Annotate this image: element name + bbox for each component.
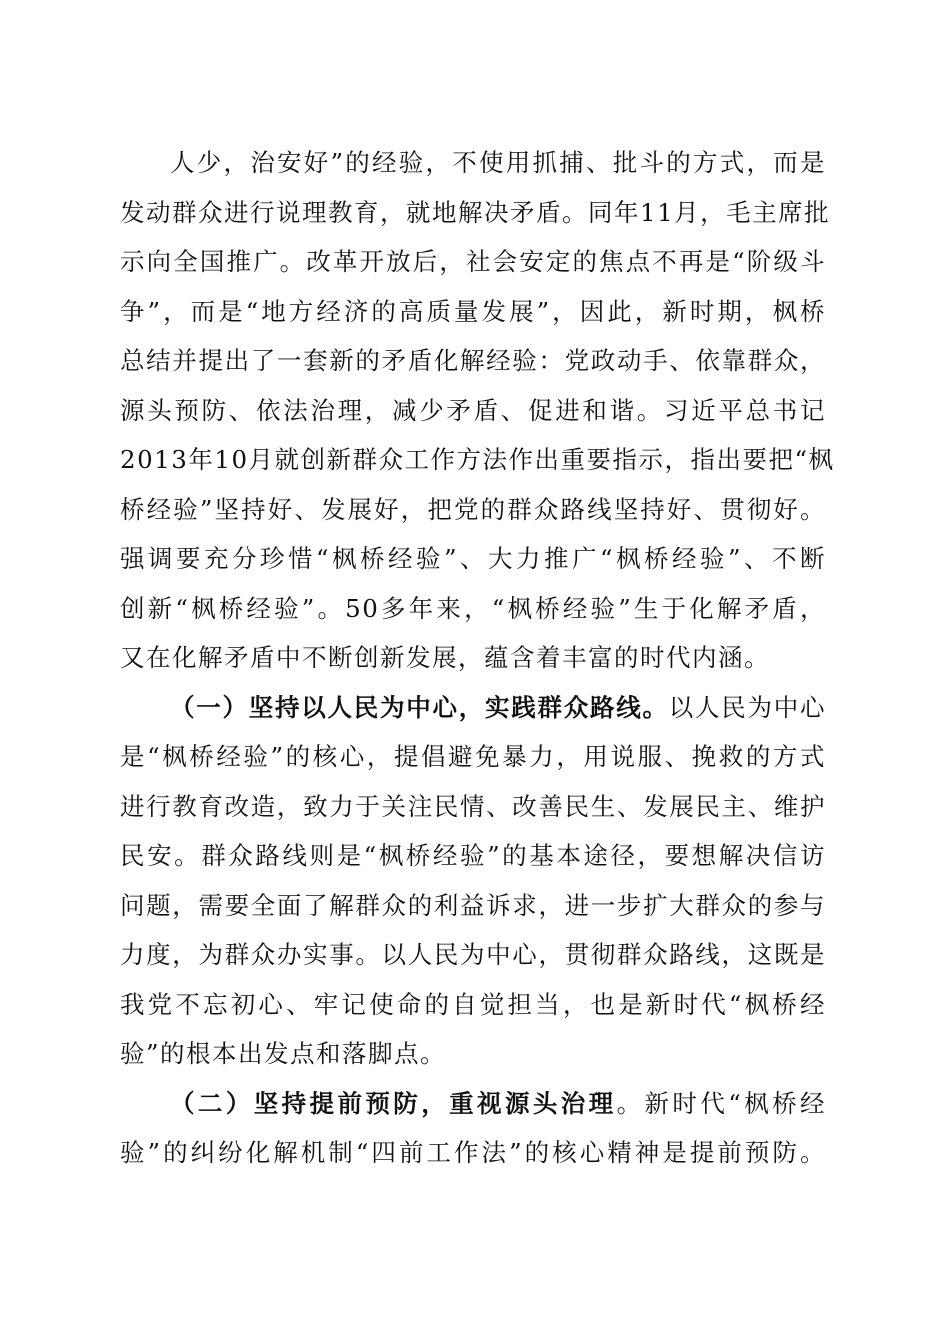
text-line: 人少，治安好”的经验，不使用抓捕、批斗的方式，而是 (170, 148, 826, 177)
text-line: 桥经验”坚持好、发展好，把党的群众路线坚持好、贯彻好。 (120, 494, 826, 524)
text-line: 验”的纠纷化解机制“四前工作法”的核心精神是提前预防。 (120, 1138, 826, 1167)
text-line: 力度，为群众办实事。以人民为中心，贯彻群众路线，这既是 (120, 940, 826, 969)
text-line: 我党不忘初心、牢记使命的自觉担当，也是新时代“枫桥经 (120, 989, 826, 1019)
text-line: 源头预防、依法治理，减少矛盾、促进和谐。习近平总书记 (120, 395, 826, 425)
text-line: 争”，而是“地方经济的高质量发展”，因此，新时期，枫桥 (120, 296, 826, 326)
text-line: 是“枫桥经验”的核心，提倡避免暴力，用说服、挽救的方式 (120, 742, 826, 771)
section-heading: （一）坚持以人民为中心，实践群众路线。 (170, 692, 669, 722)
text-line: 验”的根本出发点和落脚点。 (120, 1039, 447, 1068)
document-body (120, 138, 835, 1178)
section-heading-line (120, 1079, 826, 1129)
text-line: 2013年10月就创新群众工作方法作出重要指示，指出要把“枫 (120, 445, 835, 474)
text-line: 总结并提出了一套新的矛盾化解经验：党政动手、依靠群众， (120, 346, 826, 375)
text-line: 进行教育改造，致力于关注民情、改善民生、发展民主、维护 (120, 791, 826, 821)
text-line: 创新“枫桥经验”。50多年来，“枫桥经验”生于化解矛盾， (120, 593, 826, 623)
text-fragment: 以人民为中心 (668, 692, 826, 722)
section-heading: （二）坚持提前预防，重视源头治理 (170, 1088, 617, 1118)
text-line: 发动群众进行说理教育，就地解决矛盾。同年11月，毛主席批 (120, 197, 831, 227)
section-heading-line (120, 683, 826, 733)
text-line: 民安。群众路线则是“枫桥经验”的基本途径，要想解决信访 (120, 841, 826, 870)
text-line: 又在化解矛盾中不断创新发展，蕴含着丰富的时代内涵。 (120, 643, 770, 672)
text-line: 强调要充分珍惜“枫桥经验”、大力推广“枫桥经验”、不断 (120, 544, 826, 573)
text-fragment: 。新时代“枫桥经 (616, 1088, 826, 1118)
text-line: 问题，需要全面了解群众的利益诉求，进一步扩大群众的参与 (120, 890, 826, 920)
text-line: 示向全国推广。改革开放后，社会安定的焦点不再是“阶级斗 (120, 247, 826, 276)
